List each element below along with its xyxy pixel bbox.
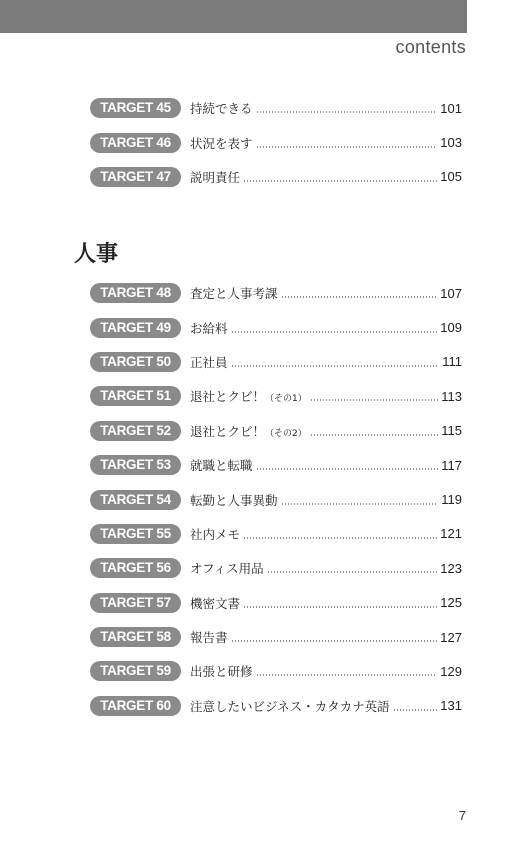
toc-entry bbox=[90, 310, 462, 344]
toc-entry bbox=[90, 448, 462, 482]
dot-leader bbox=[281, 503, 439, 505]
dot-leader bbox=[393, 709, 438, 711]
toc-entry bbox=[90, 551, 462, 585]
entry-title bbox=[190, 628, 228, 646]
entry-title-suffix: （その2） bbox=[265, 428, 307, 439]
entry-page-number: 127 bbox=[440, 629, 462, 645]
dot-leader bbox=[231, 640, 438, 642]
entry-title-text: 転勤と人事異動 bbox=[190, 492, 278, 508]
section-heading: 人事 bbox=[74, 242, 119, 267]
dot-leader bbox=[256, 111, 438, 113]
target-badge: TARGET 57 bbox=[90, 593, 181, 613]
dot-leader bbox=[231, 365, 440, 367]
entry-page-number: 123 bbox=[440, 560, 462, 576]
toc-entry bbox=[90, 160, 462, 194]
toc-list-section1 bbox=[90, 91, 462, 194]
toc-entry bbox=[90, 586, 462, 620]
entry-page-number: 105 bbox=[440, 169, 462, 185]
entry-title-text: お給料 bbox=[190, 320, 228, 336]
toc-entry bbox=[90, 654, 462, 688]
target-badge: TARGET 59 bbox=[90, 661, 181, 681]
toc-entry bbox=[90, 689, 462, 723]
target-badge: TARGET 48 bbox=[90, 283, 181, 303]
entry-title-text: オフィス用品 bbox=[190, 561, 264, 577]
entry-title-text: 正社員 bbox=[190, 354, 228, 370]
entry-title bbox=[190, 559, 264, 577]
entry-title bbox=[190, 134, 253, 152]
entry-title-text: 査定と人事考課 bbox=[190, 286, 278, 302]
dot-leader bbox=[256, 468, 439, 470]
toc-entry bbox=[90, 379, 462, 413]
contents-label: contents bbox=[395, 37, 466, 57]
entry-title-text: 退社とクビ！ bbox=[190, 423, 266, 439]
toc-entry bbox=[90, 414, 462, 448]
target-badge: TARGET 47 bbox=[90, 167, 181, 187]
target-badge: TARGET 49 bbox=[90, 318, 181, 338]
entry-title bbox=[190, 168, 240, 186]
toc-entry bbox=[90, 620, 462, 654]
target-badge: TARGET 55 bbox=[90, 524, 181, 544]
entry-page-number: 115 bbox=[441, 423, 462, 439]
entry-page-number: 131 bbox=[440, 698, 462, 714]
entry-title bbox=[190, 422, 307, 440]
toc-entry bbox=[90, 345, 462, 379]
entry-title-text: 退社とクビ！ bbox=[190, 389, 266, 405]
target-badge: TARGET 50 bbox=[90, 352, 181, 372]
entry-title-text: 注意したいビジネス・カタカナ英語 bbox=[190, 698, 390, 714]
target-badge: TARGET 60 bbox=[90, 696, 181, 716]
entry-title-text: 説明責任 bbox=[190, 169, 241, 185]
dot-leader bbox=[243, 606, 437, 608]
entry-page-number: 117 bbox=[441, 457, 462, 473]
dot-leader bbox=[243, 537, 437, 539]
entry-page-number: 119 bbox=[441, 492, 462, 508]
toc-entry bbox=[90, 91, 462, 125]
entry-title bbox=[190, 662, 253, 680]
entry-page-number: 113 bbox=[441, 388, 462, 404]
entry-title bbox=[190, 525, 240, 543]
dot-leader bbox=[256, 146, 438, 148]
entry-title-text: 社内メモ bbox=[190, 526, 241, 542]
dot-leader bbox=[281, 296, 438, 298]
target-badge: TARGET 51 bbox=[90, 386, 181, 406]
entry-title bbox=[190, 491, 278, 509]
dot-leader bbox=[243, 180, 437, 182]
entry-page-number: 129 bbox=[440, 663, 462, 679]
entry-title bbox=[190, 697, 390, 715]
entry-title-text: 出張と研修 bbox=[190, 664, 253, 680]
toc-entry bbox=[90, 482, 462, 516]
dot-leader bbox=[256, 674, 438, 676]
entry-title bbox=[190, 353, 228, 371]
entry-page-number: 101 bbox=[440, 100, 462, 116]
target-badge: TARGET 54 bbox=[90, 490, 181, 510]
target-badge: TARGET 53 bbox=[90, 455, 181, 475]
target-badge: TARGET 58 bbox=[90, 627, 181, 647]
entry-title bbox=[190, 456, 253, 474]
target-badge: TARGET 56 bbox=[90, 558, 181, 578]
entry-title bbox=[190, 99, 253, 117]
target-badge: TARGET 45 bbox=[90, 98, 181, 118]
entry-page-number: 125 bbox=[440, 595, 462, 611]
entry-title-suffix: （その1） bbox=[265, 394, 307, 405]
entry-page-number: 111 bbox=[442, 354, 462, 370]
target-badge: TARGET 52 bbox=[90, 421, 181, 441]
entry-page-number: 121 bbox=[440, 526, 462, 542]
dot-leader bbox=[267, 571, 438, 573]
entry-page-number: 107 bbox=[440, 285, 462, 301]
entry-title bbox=[190, 319, 228, 337]
toc-entry bbox=[90, 517, 462, 551]
page-number: 7 bbox=[458, 808, 466, 823]
toc-entry bbox=[90, 276, 462, 310]
entry-title bbox=[190, 594, 240, 612]
entry-page-number: 109 bbox=[440, 320, 462, 336]
entry-title-text: 状況を表す bbox=[190, 135, 253, 151]
entry-title-text: 就職と転職 bbox=[190, 458, 253, 474]
entry-title-text: 報告書 bbox=[190, 630, 228, 646]
entry-title bbox=[190, 284, 278, 302]
dot-leader bbox=[310, 399, 439, 401]
entry-page-number: 103 bbox=[440, 135, 462, 151]
dot-leader bbox=[310, 434, 439, 436]
entry-title bbox=[190, 387, 307, 405]
entry-title-text: 機密文書 bbox=[190, 595, 241, 611]
toc-entry bbox=[90, 125, 462, 159]
header-bar bbox=[0, 0, 467, 33]
target-badge: TARGET 46 bbox=[90, 133, 181, 153]
toc-list-section2 bbox=[90, 276, 462, 723]
dot-leader bbox=[231, 331, 438, 333]
entry-title-text: 持続できる bbox=[190, 101, 253, 117]
